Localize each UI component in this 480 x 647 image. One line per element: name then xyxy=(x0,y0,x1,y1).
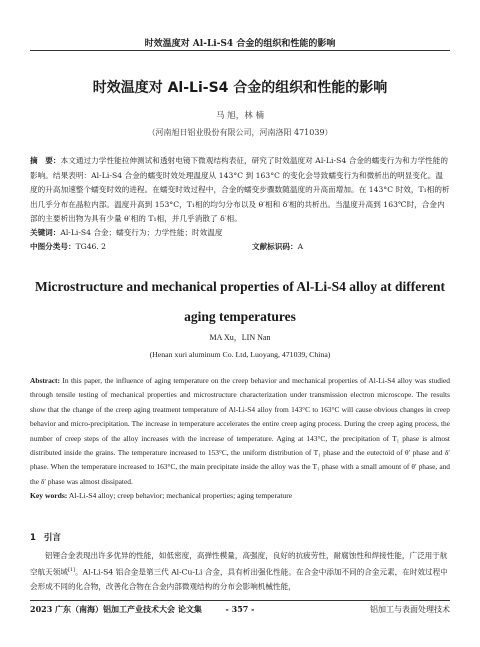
chinese-keywords xyxy=(30,227,450,238)
chinese-keywords-text: Al-Li-S4 合金；蠕变行为；力学性能；时效温度 xyxy=(60,228,223,237)
section-heading xyxy=(30,531,69,543)
intro-text-part1: 铝锂合金表现出许多优异的性能，如低密度，高弹性模量，高强度，良好的抗疲劳性，耐腐蚀性和焊接性能，广泛用于航空航天领域 xyxy=(30,551,448,577)
english-keywords-text: Al-Li-S4 alloy; creep behavior; mechanical properties; aging temperature xyxy=(68,491,293,500)
page-footer xyxy=(30,604,450,616)
chinese-keywords-label: 关键词： xyxy=(30,228,61,237)
footer-rule xyxy=(30,600,450,601)
chinese-abstract xyxy=(30,154,450,227)
english-title: Microstructure and mechanical properties of Al-Li-S4 alloy at different aging temperatures xyxy=(35,279,445,324)
page-number: - 357 - xyxy=(225,604,255,614)
english-authors: MA Xu，LIN Nan xyxy=(209,333,271,342)
english-keywords-label: Key words: xyxy=(30,491,68,500)
chinese-authors: 马 旭，林 楠 xyxy=(216,111,264,121)
english-affiliation: (Henan xuri aluminum Co. Ltd, Luoyang, 471039, China) xyxy=(149,350,331,359)
class-number-label: 中图分类号： xyxy=(30,242,76,251)
section-number: 1 xyxy=(30,533,36,543)
citation-ref: [1] xyxy=(67,567,76,574)
intro-text-part2: 。Al-Li-S4 铝合金是第三代 Al-Cu-Li 合金，具有析出强化性能。在合金中添加不同的合金元素，在时效过程中会形成不同的化合物，改善化合物在合金内部微观结构的分布会影响机械性能， xyxy=(30,567,448,592)
english-abstract-text: In this paper, the influence of aging temperature on the creep behavior and mechanical properties of Al-Li-S4 alloy was studied through tensile testing of mechanical properties and microstructure characterization under transmission electron microscope. The results show that the change of the creep aging treatment temperature of Al-Li-S4 alloy from 143°C to 163°C will cause obvious changes in creep behavior and micro-precipitation. The increase in temperature accelerates the entire creep aging process. During the creep aging process, the number of creep steps of the alloy increases with the increase of temperature. Aging at 143°C, the precipitation of T₁ phase is almost distributed inside the grains. The temperature increased to 153°C, the uniform distribution of T₁ phase and the eutectoid of θ′ phase and δ′ phase. When the temperature increased to 163°C, the main precipitate inside the alloy was the T₁ phase with a small amount of θ′ phase, and the δ′ phase was almost dissipated. xyxy=(30,376,450,486)
footer-proceedings: 2023 广东（南海）铝加工产业技术大会 论文集 xyxy=(30,604,202,614)
document-code xyxy=(252,241,303,252)
class-number-value: TG46. 2 xyxy=(75,242,107,251)
english-abstract xyxy=(30,374,450,489)
introduction-paragraph xyxy=(30,549,450,595)
document-code-label: 文献标识码： xyxy=(252,242,298,251)
chinese-affiliation: （河南旭日铝业股份有限公司，河南洛阳 471039） xyxy=(147,128,333,137)
english-abstract-label: Abstract: xyxy=(30,376,60,385)
section-title: 引言 xyxy=(43,533,61,543)
running-head: 时效温度对 Al-Li-S4 合金的组织和性能的影响 xyxy=(144,39,336,49)
header-rule xyxy=(30,50,450,51)
classification-line xyxy=(30,241,450,252)
english-keywords xyxy=(30,491,450,500)
chinese-abstract-label: 摘 要： xyxy=(30,156,61,165)
document-code-value: A xyxy=(297,242,304,251)
chinese-abstract-text: 本文通过力学性能拉伸测试和透射电镜下微观结构表征，研究了时效温度对 Al-Li-S4 合金的蠕变行为和力学性能的影响。结果表明：Al-Li-S4 合金的蠕变时效处理温度从 143°C 到 163°C 的变化会导致蠕变行为和微析出的明显变化。温度的升高加速整个蠕变时效的进程。在蠕变时效过程中，合金的蠕变步骤数随温度的升高而增加。在 143°C 时效，T₁相的析出几乎分布在晶粒内部。温度升高到 153°C，T₁相的均匀分布以及 θ′相和 δ′相的共析出。当温度升高到 163℃时，合金内部的主要析出物为具有少量 θ′相的 T₁相，并几乎消散了 δ′相。 xyxy=(30,156,450,224)
footer-section-name: 铝加工与表面处理技术 xyxy=(370,605,450,614)
chinese-title: 时效温度对 Al-Li-S4 合金的组织和性能的影响 xyxy=(92,80,388,96)
